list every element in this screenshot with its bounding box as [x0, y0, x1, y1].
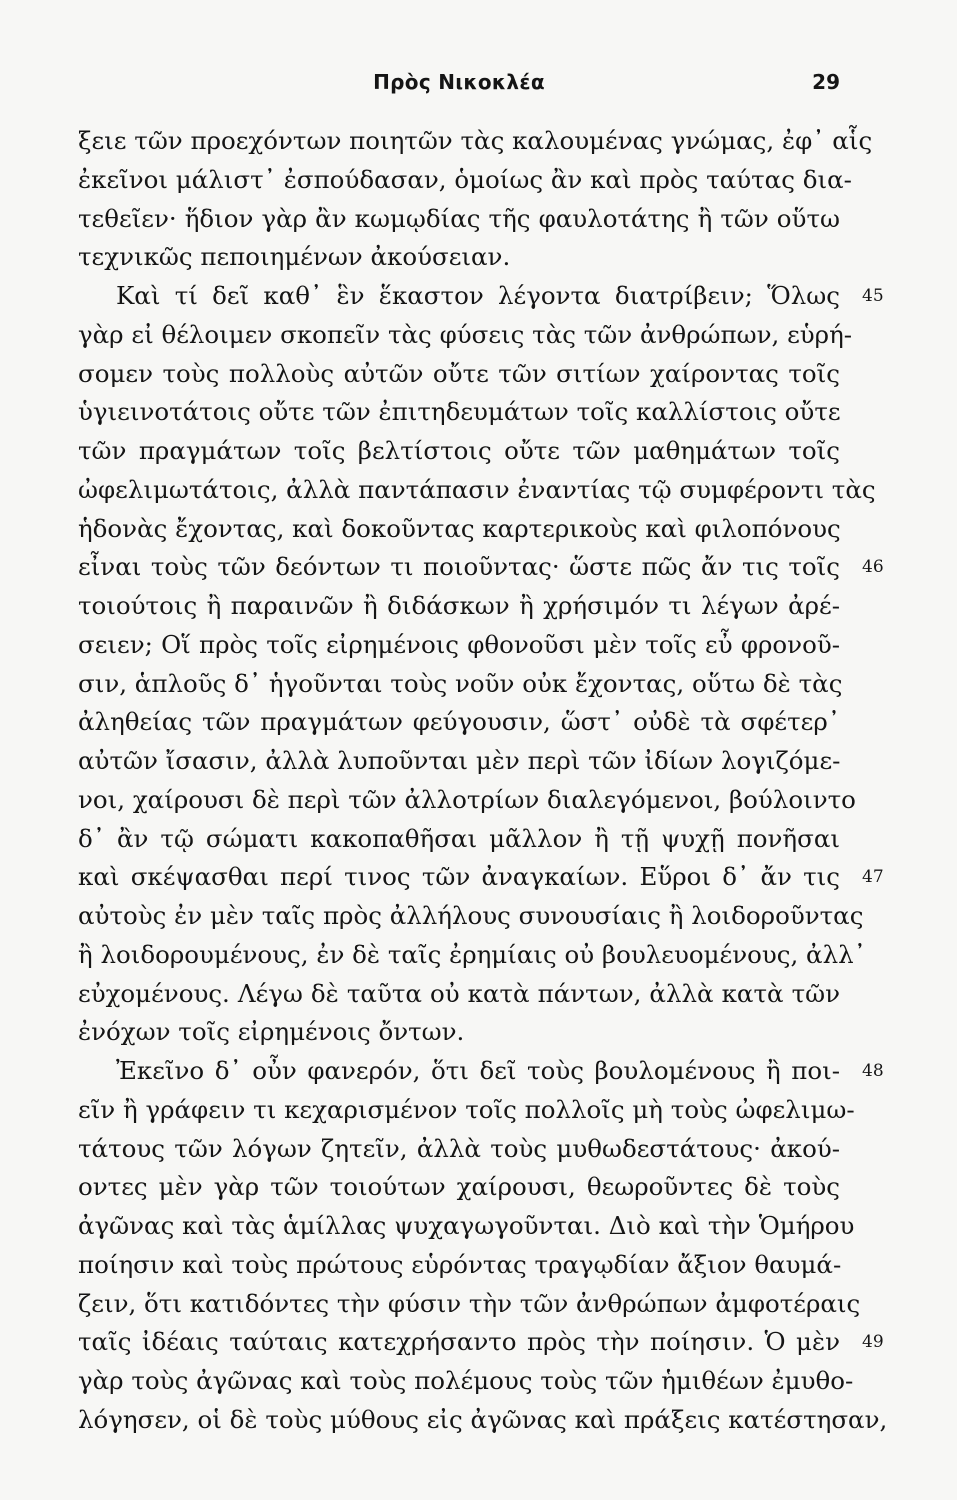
text-line	[78, 1323, 884, 1362]
text-line-content: ὠφελιμωτάτοις, ἀλλὰ παντάπασιν ἐναντίας τῷ συμφέροντι τὰς	[78, 474, 876, 504]
margin-section-number: 45	[862, 286, 884, 306]
text-line	[78, 432, 840, 471]
text-line	[78, 858, 884, 897]
text-line-content: αὐτῶν ἴσασιν, ἀλλὰ λυποῦνται μὲν περὶ τῶν ἰδίων λογιζόμε-	[78, 746, 841, 775]
text-line-content: τοιούτοις ἢ παραινῶν ἢ διδάσκων ἢ χρήσιμόν τι λέγων ἀρέ-	[78, 591, 840, 620]
text-line-content: σειεν; Οἵ πρὸς τοῖς εἰρημένοις φθονοῦσι μὲν τοῖς εὖ φρονοῦ-	[78, 629, 840, 659]
running-title: Πρὸς Νικοκλέα	[373, 70, 545, 94]
text-line-content: εὐχομένους. Λέγω δὲ ταῦτα οὐ κατὰ πάντων, ἀλλὰ κατὰ τῶν	[78, 978, 840, 1008]
text-line	[78, 1013, 840, 1052]
text-line-content: οντες μὲν γὰρ τῶν τοιούτων χαίρουσι, θεωροῦντες δὲ τοὺς	[78, 1172, 840, 1202]
text-line-content: ἀληθείας τῶν πραγμάτων φεύγουσιν, ὥστ᾽ οὐδὲ τὰ σφέτερ᾽	[78, 707, 840, 737]
text-line-content: σομεν τοὺς πολλοὺς αὐτῶν οὔτε τῶν σιτίων χαίροντας τοῖς	[78, 358, 840, 388]
page-header	[78, 66, 840, 106]
text-line-content: γὰρ εἰ θέλοιμεν σκοπεῖν τὰς φύσεις τὰς τῶν ἀνθρώπων, εὑρή-	[78, 319, 853, 349]
text-line-content: λόγησεν, οἱ δὲ τοὺς μύθους εἰς ἀγῶνας καὶ πράξεις κατέστησαν,	[78, 1404, 888, 1434]
text-line	[78, 393, 840, 432]
text-line-content: γὰρ τοὺς ἀγῶνας καὶ τοὺς πολέμους τοὺς τῶν ἡμιθέων ἐμυθο-	[78, 1366, 854, 1395]
text-line	[78, 1401, 888, 1440]
text-line-content: εῖν ἢ γράφειν τι κεχαρισμένον τοῖς πολλοῖς μὴ τοὺς ὠφελιμω-	[78, 1094, 855, 1124]
text-line	[78, 936, 866, 975]
text-line-content: ταῖς ἰδέαις ταύταις κατεχρήσαντο πρὸς τὴν ποίησιν. Ὁ μὲν	[78, 1327, 840, 1357]
text-line	[78, 665, 843, 704]
text-line-content: ἀγῶνας καὶ τὰς ἁμίλλας ψυχαγωγοῦνται. Διὸ καὶ τὴν Ὁμήρου	[78, 1211, 855, 1240]
text-line	[78, 200, 840, 239]
margin-section-number: 47	[862, 867, 884, 888]
text-line	[78, 626, 840, 665]
text-line-content: ἡδονὰς ἔχοντας, καὶ δοκοῦντας καρτερικοὺς καὶ φιλοπόνους	[78, 513, 841, 543]
text-line-content: ἢ λοιδορουμένους, ἐν δὲ ταῖς ἐρημίαις οὐ βουλευομένους, ἀλλ᾽	[78, 939, 866, 969]
text-line	[78, 1246, 840, 1285]
text-line	[78, 1130, 840, 1169]
text-line	[78, 1091, 855, 1130]
text-line-content: τεχνικῶς πεποιημένων ἀκούσειαν.	[78, 242, 511, 272]
text-line	[78, 1207, 855, 1246]
text-line-content: νοι, χαίρουσι δὲ περὶ τῶν ἀλλοτρίων διαλεγόμενοι, βούλοιντο	[78, 784, 856, 814]
text-line	[78, 781, 856, 820]
text-line-content: δ᾽ ἂν τῷ σώματι κακοπαθῆσαι μᾶλλον ἢ τῇ ψυχῇ πονῆσαι	[78, 823, 840, 853]
text-line-content: τῶν πραγμάτων τοῖς βελτίστοις οὔτε τῶν μαθημάτων τοῖς	[78, 436, 840, 465]
text-line	[78, 355, 840, 394]
text-line	[78, 316, 853, 355]
text-line	[78, 238, 840, 277]
text-line-content: ποίησιν καὶ τοὺς πρώτους εὑρόντας τραγῳδίαν ἄξιον θαυμά-	[78, 1249, 842, 1279]
text-line-content: εἶναι τοὺς τῶν δεόντων τι ποιοῦντας· ὥστε πῶς ἄν τις τοῖς	[78, 552, 840, 582]
page-number: 29	[812, 70, 840, 94]
text-line-content: τάτους τῶν λόγων ζητεῖν, ἀλλὰ τοὺς μυθωδεστάτους· ἀκού-	[78, 1133, 840, 1163]
text-line	[78, 510, 840, 549]
text-line-content: ξειε τῶν προεχόντων ποιητῶν τὰς καλουμένας γνώμας, ἐφ᾽ αἷς	[78, 126, 873, 155]
text-line-content: ἐνόχων τοῖς εἰρημένοις ὄντων.	[78, 1017, 465, 1047]
text-line	[78, 587, 840, 626]
text-line	[78, 277, 884, 316]
text-line	[78, 548, 884, 587]
text-line	[78, 1052, 884, 1091]
text-line	[78, 742, 840, 781]
text-line-content: ὑγιεινοτάτοις οὔτε τῶν ἐπιτηδευμάτων τοῖς καλλίστοις οὔτε	[78, 397, 841, 427]
text-line-content: Ἐκεῖνο δ᾽ οὖν φανερόν, ὅτι δεῖ τοὺς βουλομένους ἢ ποι-	[116, 1056, 840, 1085]
margin-section-number: 48	[862, 1061, 884, 1081]
text-line-content: ζειν, ὅτι κατιδόντες τὴν φύσιν τὴν τῶν ἀνθρώπων ἀμφοτέραις	[78, 1288, 861, 1318]
text-line	[78, 897, 864, 936]
text-line-content: ἐκεῖνοι μάλιστ᾽ ἐσπούδασαν, ὁμοίως ἂν καὶ πρὸς ταύτας δια-	[78, 164, 852, 194]
body-text	[78, 122, 888, 1440]
text-line	[78, 1285, 861, 1324]
text-line	[78, 1362, 854, 1401]
text-line-content: Καὶ τί δεῖ καθ᾽ ἓν ἕκαστον λέγοντα διατρίβειν; Ὅλως	[116, 281, 840, 310]
text-line-content: τεθεῖεν· ἥδιον γὰρ ἂν κωμῳδίας τῆς φαυλοτάτης ἢ τῶν οὕτω	[78, 203, 840, 233]
text-line	[78, 820, 840, 859]
text-line	[78, 975, 840, 1014]
text-line	[78, 471, 876, 510]
text-line	[78, 161, 852, 200]
text-line	[78, 703, 840, 742]
margin-section-number: 49	[862, 1332, 884, 1353]
text-line	[78, 122, 873, 161]
text-line-content: αὐτοὺς ἐν μὲν ταῖς πρὸς ἀλλήλους συνουσίαις ἢ λοιδοροῦντας	[78, 901, 864, 930]
text-line-content: σιν, ἁπλοῦς δ᾽ ἡγοῦνται τοὺς νοῦν οὐκ ἔχοντας, οὕτω δὲ τὰς	[78, 668, 843, 698]
text-line-content: καὶ σκέψασθαι περί τινος τῶν ἀναγκαίων. Εὕροι δ᾽ ἄν τις	[78, 862, 840, 892]
margin-section-number: 46	[862, 557, 884, 578]
text-line	[78, 1168, 840, 1207]
